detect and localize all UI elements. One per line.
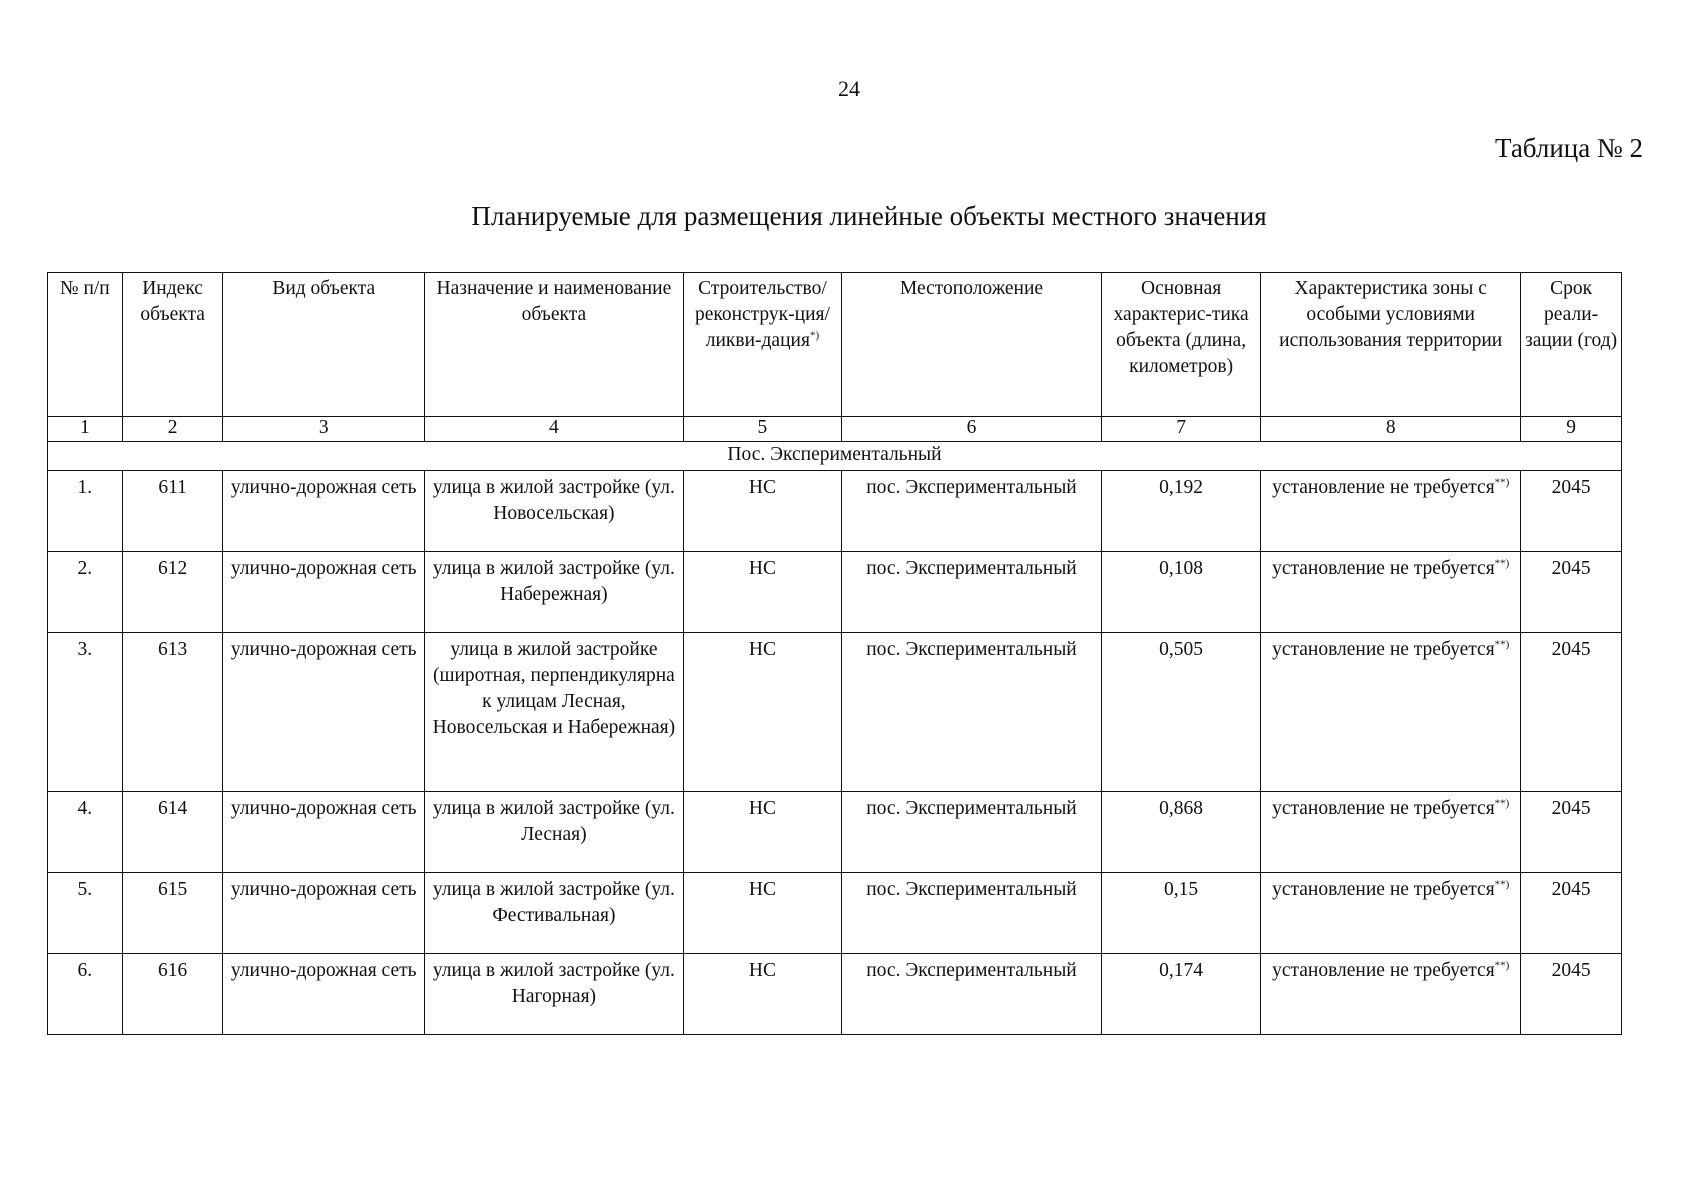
implementation-year: 2045	[1521, 552, 1622, 633]
header-cell-zone: Характеристика зоны с особыми условиями использования территории	[1261, 273, 1521, 417]
row-number: 2.	[48, 552, 123, 633]
object-action: НС	[683, 873, 841, 954]
table-row	[48, 633, 1622, 792]
implementation-year: 2045	[1521, 954, 1622, 1035]
object-type: улично-дорожная сеть	[223, 471, 424, 552]
table-row	[48, 552, 1622, 633]
object-location: пос. Экспериментальный	[842, 954, 1102, 1035]
footnote-mark: **)	[1494, 638, 1510, 651]
object-purpose: улица в жилой застройке (ул. Новосельская)	[424, 471, 683, 552]
object-type: улично-дорожная сеть	[223, 552, 424, 633]
object-index: 616	[122, 954, 223, 1035]
header-cell-purpose: Назначение и наименование объекта	[424, 273, 683, 417]
column-number: 1	[48, 417, 123, 442]
object-length: 0,108	[1101, 552, 1260, 633]
object-length: 0,15	[1101, 873, 1260, 954]
object-type: улично-дорожная сеть	[223, 633, 424, 792]
object-location: пос. Экспериментальный	[842, 471, 1102, 552]
object-action: НС	[683, 633, 841, 792]
object-length: 0,174	[1101, 954, 1260, 1035]
column-number: 5	[683, 417, 841, 442]
column-number: 2	[122, 417, 223, 442]
footnote-mark: **)	[1494, 476, 1510, 489]
row-number: 3.	[48, 633, 123, 792]
zone-characteristic: установление не требуется**)	[1261, 873, 1521, 954]
zone-characteristic: установление не требуется**)	[1261, 633, 1521, 792]
object-purpose: улица в жилой застройке (широтная, перпендикулярна к улицам Лесная, Новосельская и Набережная)	[424, 633, 683, 792]
linear-objects-table	[47, 272, 1622, 1035]
object-location: пос. Экспериментальный	[842, 633, 1102, 792]
footnote-mark: **)	[1494, 959, 1510, 972]
column-number: 6	[842, 417, 1102, 442]
object-length: 0,192	[1101, 471, 1260, 552]
object-action: НС	[683, 552, 841, 633]
object-type: улично-дорожная сеть	[223, 792, 424, 873]
implementation-year: 2045	[1521, 792, 1622, 873]
column-number: 3	[223, 417, 424, 442]
section-title: Пос. Экспериментальный	[48, 442, 1622, 471]
header-cell-type: Вид объекта	[223, 273, 424, 417]
object-location: пос. Экспериментальный	[842, 552, 1102, 633]
object-index: 615	[122, 873, 223, 954]
column-number: 4	[424, 417, 683, 442]
object-action: НС	[683, 471, 841, 552]
object-purpose: улица в жилой застройке (ул. Набережная)	[424, 552, 683, 633]
row-number: 4.	[48, 792, 123, 873]
object-type: улично-дорожная сеть	[223, 873, 424, 954]
object-purpose: улица в жилой застройке (ул. Лесная)	[424, 792, 683, 873]
row-number: 6.	[48, 954, 123, 1035]
footnote-mark: **)	[1494, 878, 1510, 891]
object-index: 612	[122, 552, 223, 633]
column-number: 7	[1101, 417, 1260, 442]
header-row	[48, 273, 1622, 417]
header-cell-year: Срок реали-зации (год)	[1521, 273, 1622, 417]
object-action: НС	[683, 954, 841, 1035]
object-index: 613	[122, 633, 223, 792]
zone-characteristic: установление не требуется**)	[1261, 471, 1521, 552]
footnote-mark: **)	[1494, 797, 1510, 810]
object-length: 0,505	[1101, 633, 1260, 792]
object-location: пос. Экспериментальный	[842, 792, 1102, 873]
zone-characteristic: установление не требуется**)	[1261, 552, 1521, 633]
header-cell-num: № п/п	[48, 273, 123, 417]
header-cell-action: Строительство/ реконструк-ция/ликви-дация*)	[683, 273, 841, 417]
footnote-mark: **)	[1494, 557, 1510, 570]
table-label: Таблица № 2	[1495, 133, 1643, 163]
object-type: улично-дорожная сеть	[223, 954, 424, 1035]
header-cell-length: Основная характерис-тика объекта (длина, километров)	[1101, 273, 1260, 417]
section-row	[48, 442, 1622, 471]
table-row	[48, 954, 1622, 1035]
header-cell-index: Индекс объекта	[122, 273, 223, 417]
table-row	[48, 471, 1622, 552]
table-row	[48, 792, 1622, 873]
document-title: Планируемые для размещения линейные объекты местного значения	[471, 201, 1267, 231]
table-row	[48, 873, 1622, 954]
object-purpose: улица в жилой застройке (ул. Фестивальная)	[424, 873, 683, 954]
implementation-year: 2045	[1521, 471, 1622, 552]
header-cell-location: Местоположение	[842, 273, 1102, 417]
zone-characteristic: установление не требуется**)	[1261, 792, 1521, 873]
object-length: 0,868	[1101, 792, 1260, 873]
page-number: 24	[838, 76, 860, 101]
implementation-year: 2045	[1521, 633, 1622, 792]
row-number: 5.	[48, 873, 123, 954]
object-purpose: улица в жилой застройке (ул. Нагорная)	[424, 954, 683, 1035]
column-number: 8	[1261, 417, 1521, 442]
object-location: пос. Экспериментальный	[842, 873, 1102, 954]
footnote-mark: *)	[809, 329, 820, 342]
object-action: НС	[683, 792, 841, 873]
object-index: 611	[122, 471, 223, 552]
row-number: 1.	[48, 471, 123, 552]
object-index: 614	[122, 792, 223, 873]
column-number: 9	[1521, 417, 1622, 442]
zone-characteristic: установление не требуется**)	[1261, 954, 1521, 1035]
implementation-year: 2045	[1521, 873, 1622, 954]
column-number-row	[48, 417, 1622, 442]
